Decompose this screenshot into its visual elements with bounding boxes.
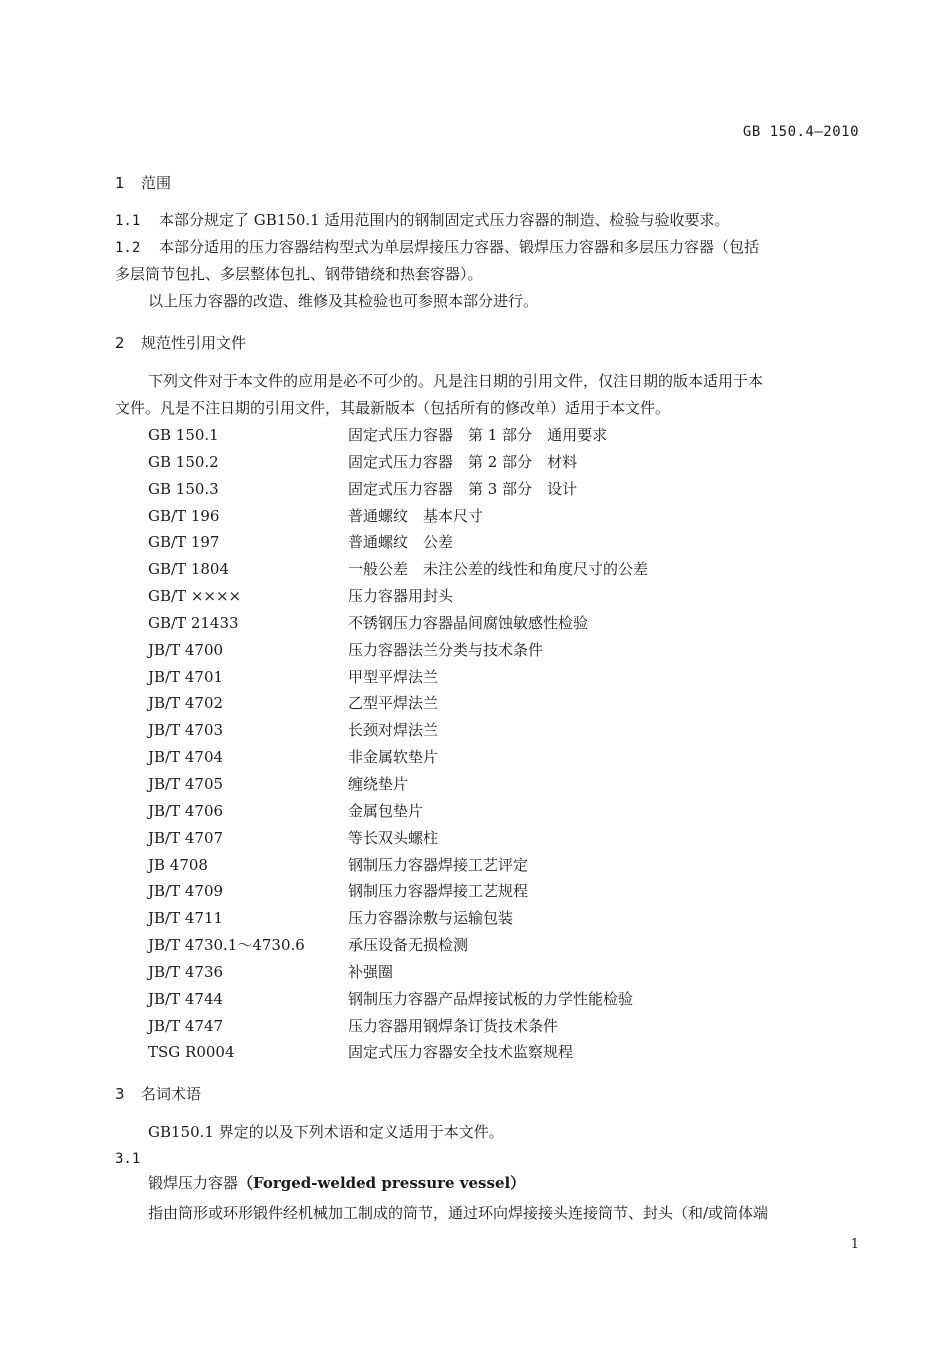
reference-title: 压力容器涂敷与运输包装 — [348, 909, 514, 928]
terms-intro — [115, 1119, 893, 1146]
reference-code: JB/T 4730.1～4730.6 — [148, 936, 305, 955]
reference-title: 固定式压力容器 第 1 部分 通用要求 — [348, 426, 608, 444]
section-number: 1 — [115, 174, 125, 192]
reference-title: 不锈钢压力容器晶间腐蚀敏感性检验 — [348, 613, 589, 632]
reference-item — [148, 1013, 848, 1040]
reference-item — [148, 690, 848, 717]
reference-code: TSG R0004 — [148, 1043, 235, 1062]
reference-item — [148, 583, 848, 610]
reference-title: 等长双头螺柱 — [348, 828, 439, 847]
reference-item — [148, 556, 848, 583]
scope-note — [115, 288, 893, 315]
reference-title: 压力容器法兰分类与技术条件 — [348, 640, 544, 659]
reference-title: 一般公差 未注公差的线性和角度尺寸的公差 — [348, 560, 649, 579]
reference-item — [148, 932, 848, 959]
reference-title: 长颈对焊法兰 — [348, 721, 439, 740]
reference-item — [148, 825, 848, 852]
page-number: 1 — [850, 1237, 859, 1252]
reference-item — [148, 878, 848, 905]
reference-code: JB/T 4701 — [148, 667, 224, 686]
reference-item — [148, 422, 848, 449]
reference-code: JB/T 4705 — [148, 774, 224, 793]
clause-text: 本部分适用的压力容器结构型式为单层焊接压力容器、锻焊压力容器和多层压力容器（包括 — [159, 238, 760, 256]
references-intro-line-2 — [115, 395, 860, 422]
term-definition — [115, 1200, 893, 1227]
reference-title: 钢制压力容器产品焊接试板的力学性能检验 — [348, 989, 634, 1008]
reference-code: GB/T ×××× — [148, 587, 242, 606]
section-title: 范围 — [141, 174, 172, 192]
reference-item — [148, 610, 848, 637]
reference-item — [148, 529, 848, 556]
reference-code: GB 150.2 — [148, 452, 219, 471]
reference-item — [148, 664, 848, 691]
reference-title: 金属包垫片 — [348, 801, 424, 820]
reference-code: JB/T 4711 — [148, 909, 224, 928]
reference-code: JB 4708 — [148, 855, 208, 874]
references-intro-line-1 — [115, 368, 893, 395]
clause-number: 1.1 — [115, 213, 141, 229]
reference-item — [148, 476, 848, 503]
reference-title: 承压设备无损检测 — [348, 936, 469, 955]
section-heading-terms — [115, 1083, 201, 1104]
reference-code: GB/T 197 — [148, 533, 220, 552]
reference-item — [148, 771, 848, 798]
reference-item — [148, 852, 848, 879]
reference-list — [148, 422, 848, 1066]
reference-title: 补强圈 — [348, 962, 394, 981]
reference-title: 乙型平焊法兰 — [348, 694, 439, 713]
paragraph-text: 下列文件对于本文件的应用是必不可少的。凡是注日期的引用文件，仅注日期的版本适用于本 — [148, 372, 764, 390]
reference-code: JB/T 4706 — [148, 801, 224, 820]
reference-code: JB/T 4703 — [148, 721, 224, 740]
reference-code: GB/T 21433 — [148, 613, 239, 632]
reference-title: 钢制压力容器焊接工艺评定 — [348, 855, 529, 874]
reference-title: 固定式压力容器 第 2 部分 材料 — [348, 452, 578, 471]
paragraph-text: GB150.1 界定的以及下列术语和定义适用于本文件。 — [148, 1123, 504, 1141]
paragraph-text: 指由筒形或环形锻件经机械加工制成的筒节，通过环向焊接接头连接筒节、封头（和/或筒体端 — [148, 1204, 769, 1222]
reference-title: 甲型平焊法兰 — [348, 667, 439, 686]
paragraph-text: 文件。凡是不注日期的引用文件，其最新版本（包括所有的修改单）适用于本文件。 — [115, 399, 671, 417]
section-heading-scope — [115, 172, 171, 193]
term-number: 3.1 — [115, 1151, 141, 1167]
clause-1-2 — [115, 234, 860, 262]
reference-code: JB/T 4702 — [148, 694, 224, 713]
reference-code: JB/T 4704 — [148, 748, 224, 767]
clause-text: 多层筒节包扎、多层整体包扎、钢带错绕和热套容器）。 — [115, 265, 483, 283]
reference-item — [148, 449, 848, 476]
reference-title: 压力容器用钢焊条订货技术条件 — [348, 1016, 559, 1035]
reference-title: 钢制压力容器焊接工艺规程 — [348, 882, 529, 901]
term-title-en: （Forged-welded pressure vessel） — [238, 1174, 526, 1192]
reference-title: 普通螺纹 公差 — [348, 533, 454, 552]
reference-code: JB/T 4736 — [148, 962, 224, 981]
section-title: 规范性引用文件 — [141, 334, 247, 352]
reference-item — [148, 637, 848, 664]
reference-title: 固定式压力容器安全技术监察规程 — [348, 1043, 574, 1062]
reference-item — [148, 744, 848, 771]
section-number: 2 — [115, 334, 125, 352]
reference-code: GB 150.1 — [148, 426, 219, 444]
reference-item — [148, 503, 848, 530]
section-number: 3 — [115, 1085, 125, 1103]
reference-title: 固定式压力容器 第 3 部分 设计 — [348, 479, 578, 498]
reference-code: JB/T 4747 — [148, 1016, 224, 1035]
reference-code: JB/T 4700 — [148, 640, 224, 659]
reference-code: GB/T 1804 — [148, 560, 230, 579]
term-title — [148, 1172, 525, 1193]
reference-title: 缠绕垫片 — [348, 774, 409, 793]
reference-title: 普通螺纹 基本尺寸 — [348, 506, 484, 525]
reference-item — [148, 717, 848, 744]
reference-item — [148, 798, 848, 825]
clause-1-1 — [115, 207, 860, 235]
clause-text: 本部分规定了 GB150.1 适用范围内的钢制固定式压力容器的制造、检验与验收要求。 — [159, 211, 730, 229]
reference-code: GB 150.3 — [148, 479, 219, 498]
reference-item — [148, 986, 848, 1013]
section-heading-normative-references — [115, 332, 246, 353]
reference-title: 压力容器用封头 — [348, 587, 454, 606]
clause-1-2-continued — [115, 261, 860, 288]
document-id-header: GB 150.4—2010 — [742, 124, 859, 140]
reference-item — [148, 959, 848, 986]
section-title: 名词术语 — [141, 1085, 202, 1103]
reference-code: JB/T 4707 — [148, 828, 224, 847]
paragraph-text: 以上压力容器的改造、维修及其检验也可参照本部分进行。 — [148, 292, 539, 310]
reference-title: 非金属软垫片 — [348, 748, 439, 767]
term-title-cn: 锻焊压力容器 — [148, 1174, 239, 1192]
reference-code: JB/T 4744 — [148, 989, 224, 1008]
clause-number: 1.2 — [115, 240, 141, 256]
reference-code: GB/T 196 — [148, 506, 220, 525]
reference-item — [148, 905, 848, 932]
reference-item — [148, 1039, 848, 1066]
reference-code: JB/T 4709 — [148, 882, 224, 901]
